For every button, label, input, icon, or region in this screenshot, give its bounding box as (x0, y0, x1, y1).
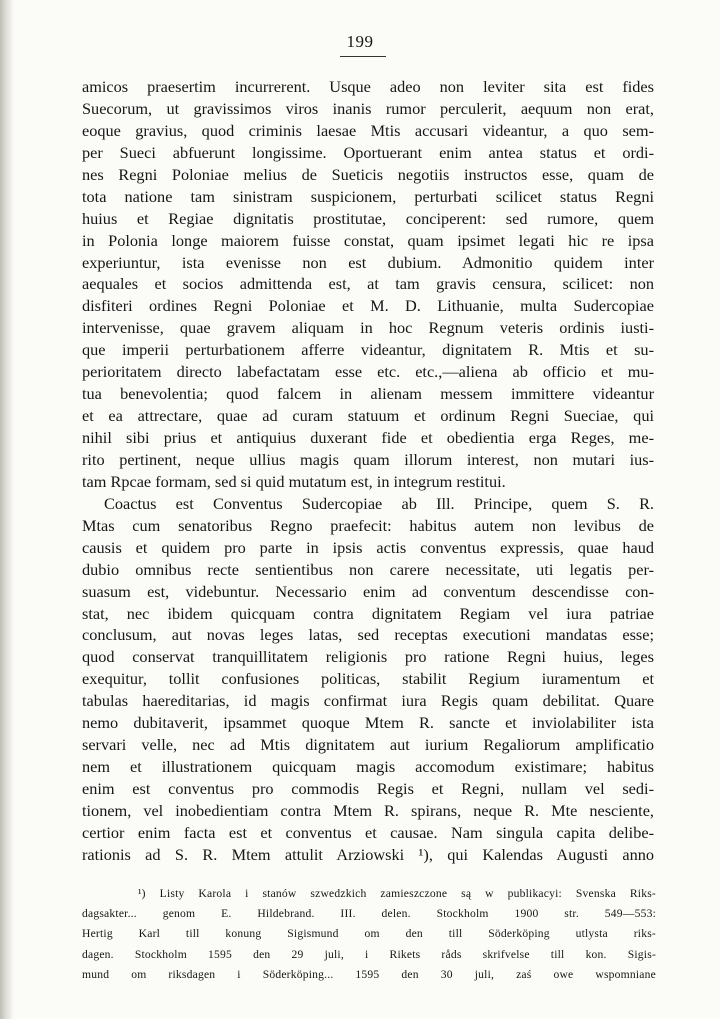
body-line: tua benevolentia; quod falcem in alienam messem immittere videantur (82, 384, 654, 404)
body-line: eoque gravius, quod criminis laesae Mtis accusari videantur, a quo sem- (82, 120, 654, 140)
body-line: intervenisse, quae gravem aliquam in hoc Regnum veteris ordinis iusti- (82, 318, 654, 338)
body-line: servari velle, nec ad Mtis dignitatem aut iurium Regaliorum amplificatio (82, 735, 654, 755)
body-line: Suecorum, ut gravissimos viros inanis rumor perculerit, aequum non erat, (82, 98, 654, 118)
footnote-line: mund om riksdagen i Söderköping... 1595 den 30 juli, zaś owe wspomniane (82, 967, 656, 981)
body-line: causis et quidem pro parte in ipsis actis conventus expressis, quae haud (82, 537, 654, 557)
body-line: dubio omnibus recte sentientibus non carere necessitate, uti legatis per- (82, 559, 654, 579)
page-number-rule (340, 56, 386, 57)
footnote-line: dagsakter... genom E. Hildebrand. III. delen. Stockholm 1900 str. 549—553: (82, 907, 656, 921)
footnotes (82, 884, 656, 985)
body-line: certior enim facta est et conventus et causae. Nam singula capita delibe- (82, 822, 654, 842)
body-line: quod conservat tranquillitatem religionis pro ratione Regni huius, leges (82, 647, 654, 667)
body-line: conclusum, aut novas leges latas, sed receptas executioni mandatas esse; (82, 625, 654, 645)
body-line: et ea attrectare, quae ad curam statuum et ordinum Regni Sueciae, qui (82, 406, 654, 426)
body-line: aequales et socios admittenda est, at tam gravis censura, scilicet: non (82, 274, 654, 294)
body-line: per Sueci abfuerunt longissime. Oportuerant enim antea status et ordi- (82, 142, 654, 162)
footnote-line: Hertig Karl till konung Sigismund om den till Söderköping utlysta riks- (82, 927, 656, 941)
body-line: que imperii perturbationem afferre videantur, dignitatem R. Mtis et su- (82, 340, 654, 360)
body-line: exequitur, tollit confusiones politicas, stabilit Regium iuramentum et (82, 669, 654, 689)
footnote-line: ¹) Listy Karola i stanów szwedzkich zamieszczone są w publikacyi: Svenska Riks- (138, 887, 656, 900)
body-line: perioritatem directo labefactatam esse etc. etc.,—aliena ab officio et mu- (82, 362, 654, 382)
body-line: nihil sibi prius et antiquius duxerant fide et obedientia erga Reges, me- (82, 428, 654, 447)
body-line: tam Rpcae formam, sed si quid mutatum est, in integrum restitui. (82, 471, 506, 491)
body-line: nem et illustrationem quicquam magis accomodum existimare; habitus (82, 757, 654, 777)
body-line: in Polonia longe maiorem fuisse constat, quam ipsimet legati hic re ipsa (82, 230, 654, 250)
body-line: enim est conventus pro commodis Regis et Regni, nullam vel sedi- (82, 779, 654, 798)
page-number: 199 (346, 32, 374, 51)
body-line: experiuntur, ista evenisse non est dubium. Admonitio quidem inter (82, 252, 654, 272)
body-line: tota natione tam sinistram suspicionem, perturbati scilicet status Regni (82, 186, 654, 206)
body-line: Coactus est Conventus Sudercopiae ab Ill. Principe, quem S. R. (104, 493, 654, 513)
body-line: rationis ad S. R. Mtem attulit Arziowski ¹), qui Kalendas Augusti anno (82, 844, 654, 864)
body-line: stat, nec ibidem quicquam contra dignitatem Regiam vel iura patriae (82, 603, 654, 623)
body-line: suasum est, videbuntur. Necessario enim ad conventum descendisse con- (82, 581, 654, 601)
body-line: Mtas cum senatoribus Regno praefecit: habitus autem non levibus de (82, 515, 654, 535)
body-line: tionem, vel inobedientiam contra Mtem R. spirans, neque R. Mte nesciente, (82, 800, 654, 820)
body-line: nes Regni Poloniae melius de Sueticis negotiis instructos esse, quam de (82, 164, 654, 184)
body-line: nemo dubitaverit, ipsammet quoque Mtem R. sancte et inviolabiliter ista (82, 713, 654, 733)
body-line: disfiteri ordines Regni Poloniae et M. D. Lithuanie, multa Sudercopiae (82, 296, 654, 316)
body-text (82, 76, 654, 866)
body-line: rito pertinent, neque ullius magis quam illorum interest, non mutari ius- (82, 449, 654, 469)
scan-edge-shadow (0, 0, 14, 1019)
body-line: amicos praesertim incurrerent. Usque adeo non leviter sita est fides (82, 77, 654, 96)
body-line: huius et Regiae dignitatis prostitutae, conciperent: sed rumore, quem (82, 208, 654, 228)
footnote-line: dagen. Stockholm 1595 den 29 juli, i Rikets råds skrifvelse till kon. Sigis- (82, 947, 656, 961)
body-line: tabulas haereditarias, id magis confirmat iura Regis quam debilitat. Quare (82, 691, 654, 711)
